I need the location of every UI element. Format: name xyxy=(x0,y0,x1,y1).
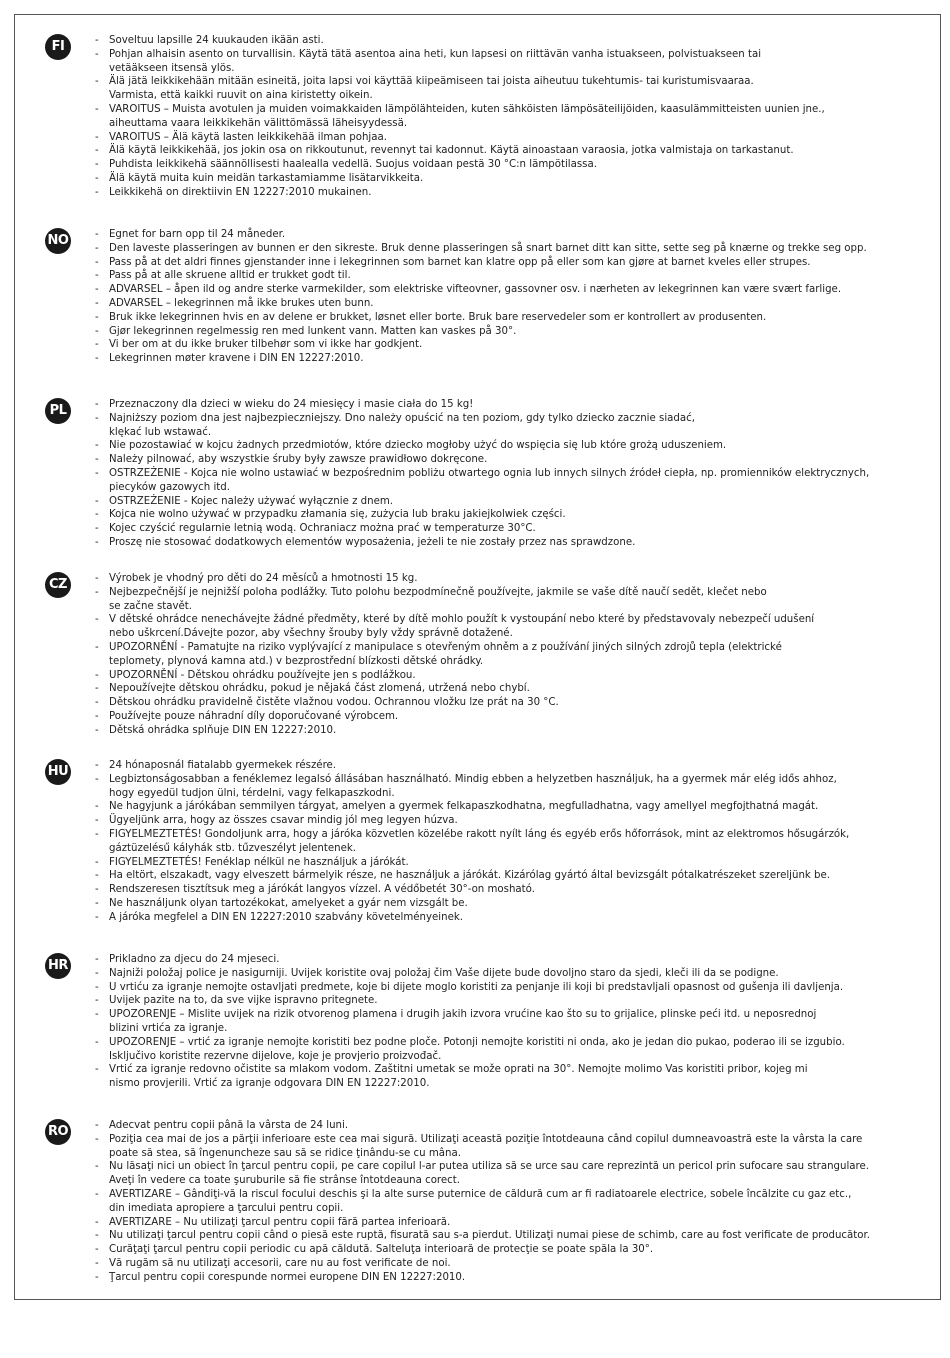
list-item: - Ha eltört, elszakadt, vagy elveszett bármelyik része, ne használjuk a járókát. Kizárólag gyártó által bevizsgált pótalkatrészeket szereljünk be. xyxy=(95,869,895,883)
list-item: - Należy pilnować, aby wszystkie śruby były zawsze prawidłowo dokręcone. xyxy=(95,453,895,467)
list-item: - VAROITUS – Älä käytä lasten leikkikehää ilman pohjaa. xyxy=(95,131,895,145)
list-item: - Ne használjunk olyan tartozékokat, amelyeket a gyár nem vizsgált be. xyxy=(95,897,895,911)
list-item: - Uvijek pazite na to, da sve vijke ispravno pritegnete. xyxy=(95,994,895,1008)
language-badge-pl: PL xyxy=(45,398,71,424)
list-item: - UPOZORNĚNÍ - Pamatujte na riziko vyplývající z manipulace s otevřeným ohněm a z používání jiných silných zdrojů tepla (elektrické teplomety, plynová kamna atd.) v bezprostřední blízkosti dětské ohrádky. xyxy=(95,641,895,669)
list-item: - ADVARSEL – lekegrinnen må ikke brukes uten bunn. xyxy=(95,297,895,311)
list-item: - Ţarcul pentru copii corespunde normei europene DIN EN 12227:2010. xyxy=(95,1271,895,1285)
language-badge-hu: HU xyxy=(45,759,71,785)
list-item: - Curăţaţi ţarcul pentru copii periodic cu apă căldută. Salteluţa interioară de protecţie se poate spăla la 30°. xyxy=(95,1243,895,1257)
list-item: - U vrtiću za igranje nemojte ostavljati predmete, koje bi dijete moglo koristiti za penjanje ili koji bi predstavljali opasnost od gušenja ili davljenja. xyxy=(95,981,895,995)
list-item: - Dětská ohrádka splňuje DIN EN 12227:2010. xyxy=(95,724,895,738)
list-item: - Soveltuu lapsille 24 kuukauden ikään asti. xyxy=(95,34,895,48)
list-item: - Kojca nie wolno używać w przypadku złamania się, zużycia lub braku jakiejkolwiek części. xyxy=(95,508,895,522)
list-item: - Adecvat pentru copii până la vârsta de 24 luni. xyxy=(95,1119,895,1133)
list-item: - Ügyeljünk arra, hogy az összes csavar mindig jól meg legyen húzva. xyxy=(95,814,895,828)
language-badge-cz: CZ xyxy=(45,572,71,598)
instructions-list-ro xyxy=(95,1119,895,1285)
language-badge-ro: RO xyxy=(45,1119,71,1145)
list-item: - Nie pozostawiać w kojcu żadnych przedmiotów, które dziecko mogłoby użyć do wspięcia się lub które grożą uduszeniem. xyxy=(95,439,895,453)
list-item: - Älä jätä leikkikehään mitään esineitä, joita lapsi voi käyttää kiipeämiseen tai joista aiheutuu tukehtumis- tai kuristumisvaaraa. Varmista, että kaikki ruuvit on aina kiristetty oikein. xyxy=(95,75,895,103)
list-item: - FIGYELMEZTETÉS! Fenéklap nélkül ne használjuk a járókát. xyxy=(95,856,895,870)
list-item: - Egnet for barn opp til 24 måneder. xyxy=(95,228,895,242)
list-item: - ADVARSEL – åpen ild og andre sterke varmekilder, som elektriske vifteovner, gassovner osv. i nærheten av lekegrinnen kan være svært farlige. xyxy=(95,283,895,297)
instructions-list-pl xyxy=(95,398,895,550)
list-item: - Najniższy poziom dna jest najbezpieczniejszy. Dno należy opuścić na ten poziom, gdy tylko dziecko zacznie siadać, klękać lub wstawać. xyxy=(95,412,895,440)
list-item: - Nejbezpečnější je nejnižší poloha podlážky. Tuto polohu bezpodmínečně používejte, jakmile se vaše dítě naučí sedět, klečet nebo se začne stavět. xyxy=(95,586,895,614)
list-item: - Puhdista leikkikehä säännöllisesti haalealla vedellä. Suojus voidaan pestä 30 °C:n lämpötilassa. xyxy=(95,158,895,172)
list-item: - Rendszeresen tisztítsuk meg a járókát langyos vízzel. A védőbetét 30°-on mosható. xyxy=(95,883,895,897)
list-item: - Proszę nie stosować dodatkowych elementów wyposażenia, jeżeli te nie zostały przez nas sprawdzone. xyxy=(95,536,895,550)
language-badge-fi: FI xyxy=(45,34,71,60)
list-item: - Lekegrinnen møter kravene i DIN EN 12227:2010. xyxy=(95,352,895,366)
list-item: - Bruk ikke lekegrinnen hvis en av delene er brukket, løsnet eller borte. Bruk bare reservedeler som er kontrollert av produsenten. xyxy=(95,311,895,325)
instructions-list-cz xyxy=(95,572,895,738)
instructions-list-no xyxy=(95,228,895,366)
list-item: - Pass på at det aldri finnes gjenstander inne i lekegrinnen som barnet kan klatre opp på eller som kan gjøre at barnet kveles eller strupes. xyxy=(95,256,895,270)
instructions-list-hu xyxy=(95,759,895,925)
list-item: - Przeznaczony dla dzieci w wieku do 24 miesięcy i masie ciała do 15 kg! xyxy=(95,398,895,412)
list-item: - Leikkikehä on direktiivin EN 12227:2010 mukainen. xyxy=(95,186,895,200)
instructions-list-hr xyxy=(95,953,895,1091)
list-item: - 24 hónaposnál fiatalabb gyermekek részére. xyxy=(95,759,895,773)
list-item: - OSTRZEŻENIE - Kojca nie wolno ustawiać w bezpośrednim pobliżu otwartego ognia lub innych silnych źródeł ciepła, np. promienników elektrycznych, piecyków gazowych itd. xyxy=(95,467,895,495)
list-item: - Pass på at alle skruene alltid er trukket godt til. xyxy=(95,269,895,283)
list-item: - Poziţia cea mai de jos a părţii inferioare este cea mai sigură. Utilizaţi această poziţie întotdeauna când copilul dumneavoastră este la vârsta la care poate să stea, să îngenuncheze sau să se ridice ţinându-se cu mâna. xyxy=(95,1133,895,1161)
list-item: - V dětské ohrádce nenechávejte žádné předměty, které by dítě mohlo použít k vystoupání nebo které by představovaly nebezpečí udušení nebo uškrcení.Dávejte pozor, aby všechny šrouby byly vždy správně dotažené. xyxy=(95,613,895,641)
list-item: - Vrtić za igranje redovno očistite sa mlakom vodom. Zaštitni umetak se može oprati na 30°. Nemojte molimo Vas koristiti pribor, kojeg mi nismo provjerili. Vrtić za igranje odgovara DIN EN 12227:2010. xyxy=(95,1063,895,1091)
list-item: - Älä käytä leikkikehää, jos jokin osa on rikkoutunut, revennyt tai kadonnut. Käytä ainoastaan varaosia, jotka valmistaja on tarkastanut. xyxy=(95,144,895,158)
list-item: - Používejte pouze náhradní díly doporučované výrobcem. xyxy=(95,710,895,724)
language-badge-hr: HR xyxy=(45,953,71,979)
list-item: - Nu utilizaţi ţarcul pentru copii când o piesă este ruptă, fisurată sau s-a pierdut. Utilizaţi numai piese de schimb, care au fost verificate de producător. xyxy=(95,1229,895,1243)
list-item: - AVERTIZARE – Gândiţi-vă la riscul focului deschis şi la alte surse puternice de căldură cum ar fi radiatoarele electrice, sobele încălzite cu gaz etc., din imediata apropiere a ţarcului pentru copii. xyxy=(95,1188,895,1216)
list-item: - UPOZORENJE – Mislite uvijek na rizik otvorenog plamena i drugih jakih izvora vrućine kao što su to grijalice, plinske peći itd. u neposrednoj blizini vrtića za igranje. xyxy=(95,1008,895,1036)
list-item: - Legbiztonságosabban a fenéklemez legalsó állásában használható. Mindig ebben a helyzetben használjuk, ha a gyermek már elég idős ahhoz, hogy egyedül tudjon ülni, térdelni, vagy felkapaszkodni. xyxy=(95,773,895,801)
list-item: - Výrobek je vhodný pro děti do 24 měsíců a hmotnosti 15 kg. xyxy=(95,572,895,586)
list-item: - Gjør lekegrinnen regelmessig ren med lunkent vann. Matten kan vaskes på 30°. xyxy=(95,325,895,339)
list-item: - UPOZORENJE – vrtić za igranje nemojte koristiti bez podne ploče. Potonji nemojte koristiti ni onda, ako je jedan dio pukao, poderao ili se izgubio. Isključivo koristite rezervne dijelove, koje je provjerio proizvođač. xyxy=(95,1036,895,1064)
list-item: - Nu lăsaţi nici un obiect în ţarcul pentru copii, pe care copilul l-ar putea utiliza să se urce sau care reprezintă un pericol prin sufocare sau strangulare. Aveţi în vedere ca toate şuruburile să fie strânse întotdeauna corect. xyxy=(95,1160,895,1188)
list-item: - AVERTIZARE – Nu utilizaţi ţarcul pentru copii fără partea inferioară. xyxy=(95,1216,895,1230)
list-item: - Vi ber om at du ikke bruker tilbehør som vi ikke har godkjent. xyxy=(95,338,895,352)
list-item: - Dětskou ohrádku pravidelně čistěte vlažnou vodou. Ochrannou vložku lze prát na 30 °C. xyxy=(95,696,895,710)
list-item: - UPOZORNĚNÍ - Dětskou ohrádku používejte jen s podlážkou. xyxy=(95,669,895,683)
list-item: - Ne hagyjunk a járókában semmilyen tárgyat, amelyen a gyermek felkapaszkodhatna, megfulladhatna, vagy amellyel megfojthatná magát. xyxy=(95,800,895,814)
language-badge-no: NO xyxy=(45,228,71,254)
list-item: - Kojec czyścić regularnie letnią wodą. Ochraniacz można prać w temperaturze 30°C. xyxy=(95,522,895,536)
list-item: - Vă rugăm să nu utilizaţi accesorii, care nu au fost verificate de noi. xyxy=(95,1257,895,1271)
list-item: - FIGYELMEZTETÉS! Gondoljunk arra, hogy a járóka közvetlen közelébe rakott nyílt láng és egyéb erős hőforrások, mint az elektromos hősugárzók, gáztüzelésű kályhák stb. tűzveszélyt jelentenek. xyxy=(95,828,895,856)
list-item: - Älä käytä muita kuin meidän tarkastamiamme lisätarvikkeita. xyxy=(95,172,895,186)
list-item: - VAROITUS – Muista avotulen ja muiden voimakkaiden lämpölähteiden, kuten sähköisten lämpösäteilijöiden, kaasulämmitteisten uunien jne., aiheuttama vaara leikkikehän välittömässä läheisyydessä. xyxy=(95,103,895,131)
list-item: - OSTRZEŻENIE - Kojec należy używać wyłącznie z dnem. xyxy=(95,495,895,509)
list-item: - A járóka megfelel a DIN EN 12227:2010 szabvány követelményeinek. xyxy=(95,911,895,925)
instructions-list-fi xyxy=(95,34,895,200)
list-item: - Pohjan alhaisin asento on turvallisin. Käytä tätä asentoa aina heti, kun lapsesi on riittävän vanha istuakseen, polvistuakseen tai vetääkseen itsensä ylös. xyxy=(95,48,895,76)
page-frame xyxy=(14,14,941,1300)
list-item: - Prikladno za djecu do 24 mjeseci. xyxy=(95,953,895,967)
list-item: - Najniži položaj police je nasigurniji. Uvijek koristite ovaj položaj čim Vaše dijete bude dovoljno staro da sjedi, kleči ili da se podigne. xyxy=(95,967,895,981)
list-item: - Den laveste plasseringen av bunnen er den sikreste. Bruk denne plasseringen så snart barnet ditt kan sitte, sette seg på knærne og trekke seg opp. xyxy=(95,242,895,256)
list-item: - Nepoužívejte dětskou ohrádku, pokud je nějaká část zlomená, utržená nebo chybí. xyxy=(95,682,895,696)
